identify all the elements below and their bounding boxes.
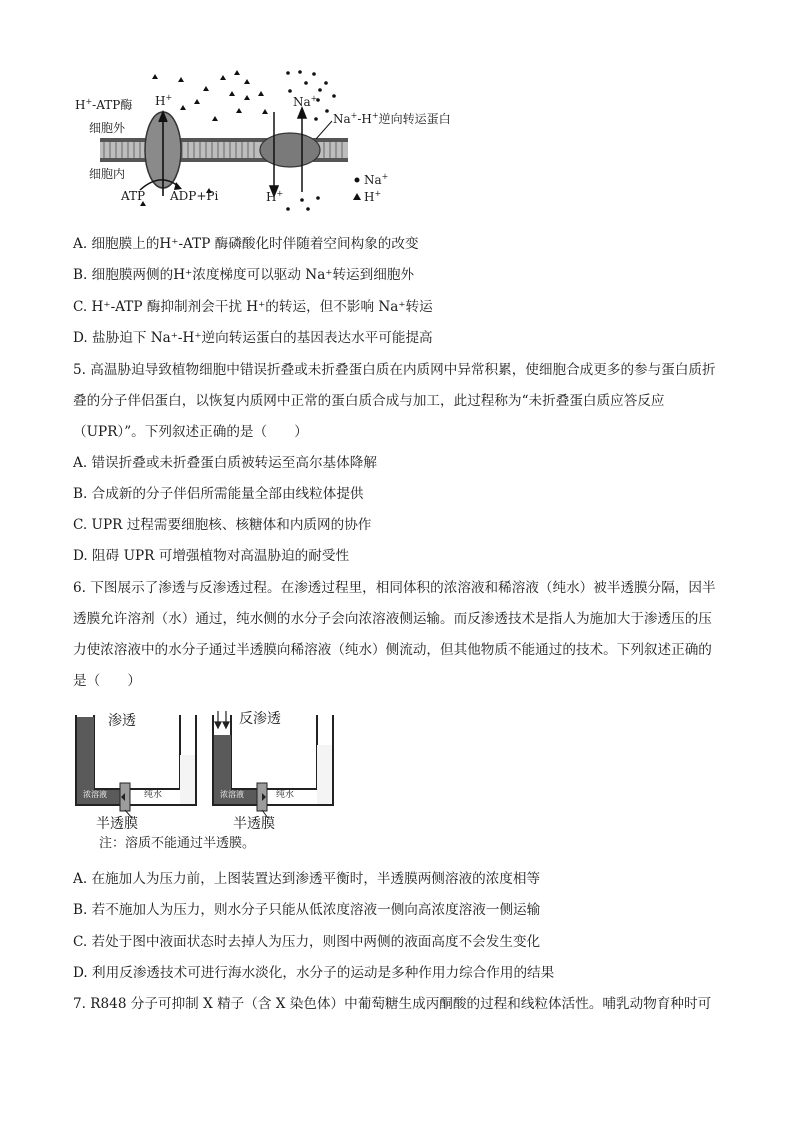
membrane-label-left: 半透膜 [96, 816, 138, 832]
q6-stem: 6. 下图展示了渗透与反渗透过程。在渗透过程里，相同体积的浓溶液和稀溶液（纯水）被半透膜分隔，因半透膜允许溶剂（水）通过，纯水侧的水分子会向浓溶液侧运输。而反渗透技术是指人为施加大于渗透压的压力使浓溶液中的水分子通过半透膜向稀溶液（纯水）侧流动，但其他物质不能通过的技术。下列叙述正确的是（ ） [73, 580, 716, 689]
adp-label: ADP+Pi [170, 189, 219, 203]
conc-solution-label-left: 浓溶液 [83, 790, 107, 799]
reverse-osmosis-title: 反渗透 [239, 711, 281, 727]
q6-option-b: B. 若不施加人为压力，则水分子只能从低浓度溶液一侧向高浓度溶液一侧运输 [73, 902, 541, 918]
osmosis-title: 渗透 [108, 713, 136, 729]
antiporter-label: Na+-H+逆向转运蛋白 [333, 111, 451, 126]
pressure-arrows [215, 711, 229, 728]
legend-na-marker [355, 178, 360, 183]
q4-option-d: D. 盐胁迫下 Na⁺-H⁺逆向转运蛋白的基因表达水平可能提高 [73, 330, 433, 346]
enzyme-label: H+-ATP酶 [75, 97, 133, 112]
q5-option-b: B. 合成新的分子伴侣所需能量全部由线粒体提供 [73, 486, 364, 502]
q5-option-a: A. 错误折叠或未折叠蛋白质被转运至高尔基体降解 [73, 455, 377, 471]
na-top-label: Na+ [293, 94, 318, 109]
q4-option-a: A. 细胞膜上的H⁺-ATP 酶磷酸化时伴随着空间构象的改变 [73, 236, 419, 252]
legend-h-label: H+ [364, 189, 382, 204]
q7-stem: 7. R848 分子可抑制 X 精子（含 X 染色体）中葡萄糖生成丙酮酸的过程和线粒体活性。哺乳动物育种时可 [73, 996, 712, 1012]
pure-water-label-left: 纯水 [144, 790, 163, 800]
membrane-label-right: 半透膜 [233, 816, 275, 832]
q5-option-d: D. 阻碍 UPR 可增强植物对高温胁迫的耐受性 [73, 548, 350, 564]
osmosis-u-tube [76, 715, 196, 818]
h-bottom-label: H+ [266, 189, 284, 204]
outside-label: 细胞外 [89, 121, 126, 135]
q4-option-b: B. 细胞膜两侧的H⁺浓度梯度可以驱动 Na⁺转运到细胞外 [73, 267, 415, 283]
reverse-osmosis-u-tube [213, 711, 333, 818]
q4-option-c: C. H⁺-ATP 酶抑制剂会干扰 H⁺的转运，但不影响 Na⁺转运 [73, 299, 433, 315]
antiporter-protein [260, 133, 320, 167]
legend-na-label: Na+ [364, 172, 389, 187]
h-top-label: H+ [155, 93, 173, 108]
conc-solution-label-right: 浓溶液 [220, 790, 244, 799]
inside-label: 细胞内 [89, 167, 126, 181]
atp-label: ATP [121, 189, 146, 203]
legend-h-marker [353, 193, 361, 200]
q5-stem: 5. 高温胁迫导致植物细胞中错误折叠或未折叠蛋白质在内质网中异常积累，使细胞合成更多的参与蛋白质折叠的分子伴侣蛋白，以恢复内质网中正常的蛋白质合成与加工，此过程称为“未折叠蛋白质应答反应（UPR）”。下列叙述正确的是（ ） [73, 362, 716, 440]
q5-option-c: C. UPR 过程需要细胞核、核糖体和内质网的协作 [73, 517, 372, 533]
q6-option-c: C. 若处于图中液面状态时去掉人为压力，则图中两侧的液面高度不会发生变化 [73, 934, 541, 950]
pure-water-label-right: 纯水 [276, 790, 295, 800]
osmosis-note: 注：溶质不能通过半透膜。 [99, 836, 256, 851]
q6-option-d: D. 利用反渗透技术可进行海水淡化，水分子的运动是多种作用力综合作用的结果 [73, 965, 555, 981]
q6-option-a: A. 在施加人为压力前，上图装置达到渗透平衡时，半透膜两侧溶液的浓度相等 [73, 871, 541, 887]
